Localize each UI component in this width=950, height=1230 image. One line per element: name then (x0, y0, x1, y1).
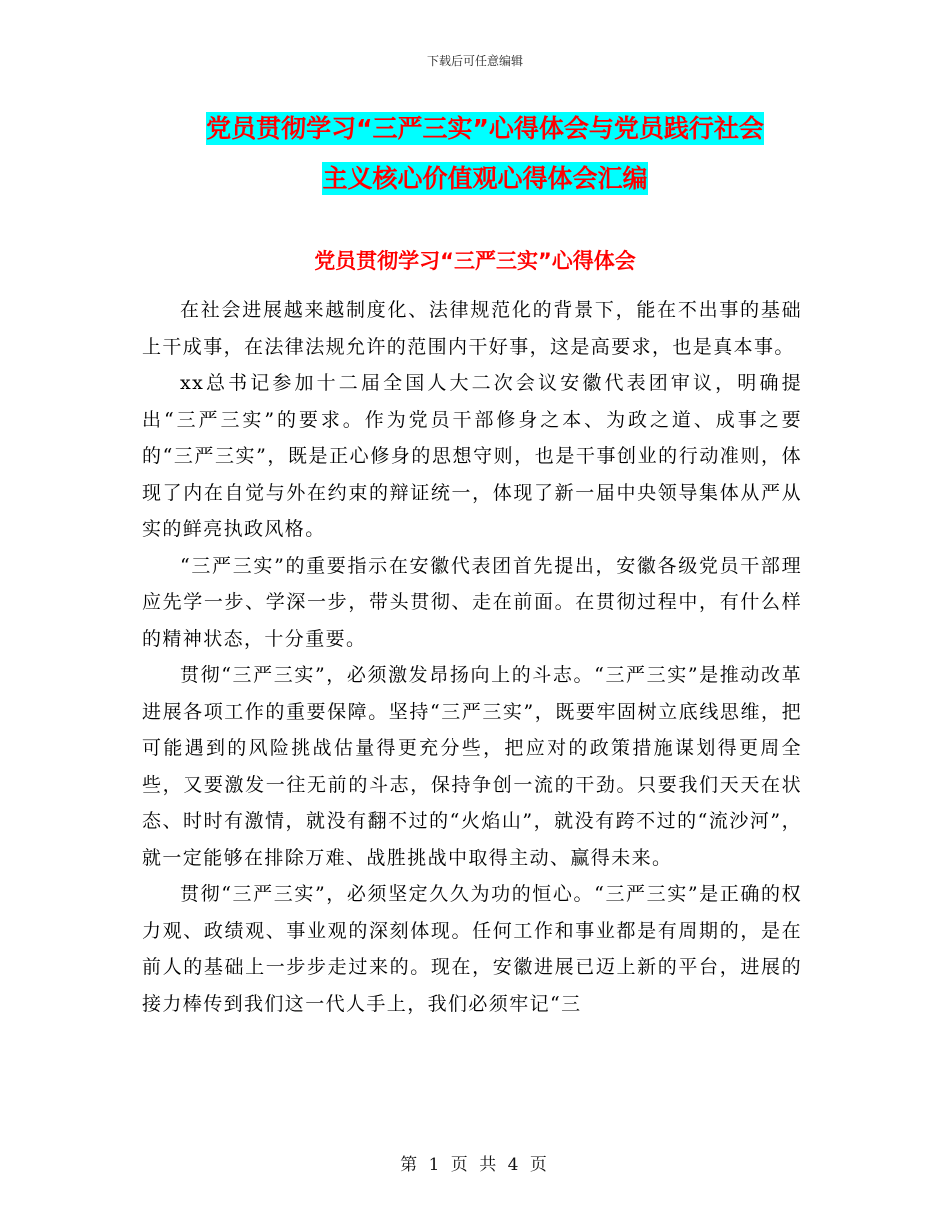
body-paragraph: 贯彻“三严三实”，必须坚定久久为功的恒心。“三严三实”是正确的权力观、政绩观、事业观的深刻体现。任何工作和事业都是有周期的，是在前人的基础上一步步走过来的。现在，安徽进展已迈上新的平台，进展的接力棒传到我们这一代人手上，我们必须牢记“三 (142, 883, 802, 1015)
document-title-line-1: 党员贯彻学习“三严三实”心得体会与党员践行社会 (206, 114, 764, 143)
document-title (140, 104, 830, 204)
document-title-line-2: 主义核心价值观心得体会汇编 (322, 164, 648, 193)
document-body (142, 292, 802, 1022)
body-paragraph: “三严三实”的重要指示在安徽代表团首先提出，安徽各级党员干部理应先学一步、学深一步，带头贯彻、走在前面。在贯彻过程中，有什么样的精神状态，十分重要。 (142, 554, 802, 650)
body-paragraph: 在社会进展越来越制度化、法律规范化的背景下，能在不出事的基础上干成事，在法律法规允许的范围内干好事，这是高要求，也是真本事。 (142, 299, 802, 358)
body-paragraph: xx总书记参加十二届全国人大二次会议安徽代表团审议，明确提出“三严三实”的要求。作为党员干部修身之本、为政之道、成事之要的“三严三实”，既是正心修身的思想守则，也是干事创业的行动准则，体现了内在自觉与外在约束的辩证统一，体现了新一届中央领导集体从严从实的鲜亮执政风格。 (142, 372, 802, 540)
page-number-footer: 第 1 页 共 4 页 (400, 1155, 550, 1175)
header-note: 下载后可任意编辑 (426, 54, 523, 68)
section-title: 党员贯彻学习“三严三实”心得体会 (314, 249, 636, 273)
body-paragraph: 贯彻“三严三实”，必须激发昂扬向上的斗志。“三严三实”是推动改革进展各项工作的重要保障。坚持“三严三实”，既要牢固树立底线思维，把可能遇到的风险挑战估量得更充分些，把应对的政策措施谋划得更周全些，又要激发一往无前的斗志，保持争创一流的干劲。只要我们天天在状态、时时有激情，就没有翻不过的“火焰山”，就没有跨不过的“流沙河”，就一定能够在排除万难、战胜挑战中取得主动、赢得未来。 (142, 664, 802, 869)
